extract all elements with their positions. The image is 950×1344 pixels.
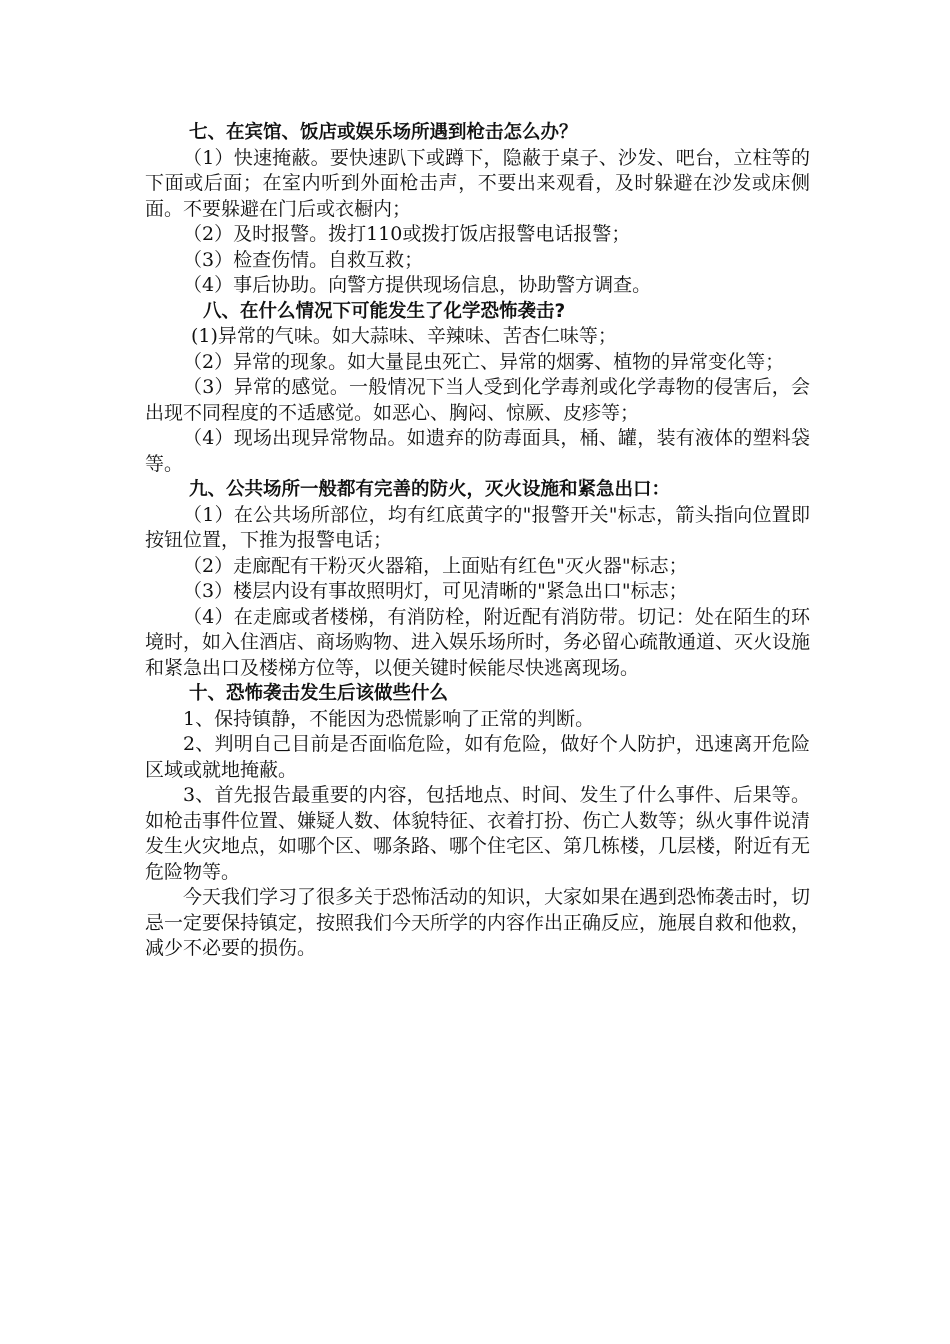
paragraph: (1)异常的气味。如大蒜味、辛辣味、苦杏仁味等；: [191, 325, 617, 347]
document-body: [145, 120, 810, 962]
closing-paragraph: 今天我们学习了很多关于恐怖活动的知识，大家如果在遇到恐怖袭击时，切忌一定要保持镇定，按照我们今天所学的内容作出正确反应，施展自救和他救，减少不必要的损伤。: [145, 886, 811, 959]
section-heading-9: 九、公共场所一般都有完善的防火，灭火设施和紧急出口：: [189, 479, 671, 500]
paragraph: （3）检查伤情。自救互救；: [183, 248, 424, 271]
section-heading-10: 十、恐怖袭击发生后该做些什么: [189, 683, 449, 704]
paragraph: （3）异常的感觉。一般情况下当人受到化学毒剂或化学毒物的侵害后，会出现不同程度的不适感觉。如恶心、胸闷、惊厥、皮疹等；: [145, 376, 810, 424]
paragraph: （3）楼层内设有事故照明灯，可见清晰的"紧急出口"标志；: [183, 580, 688, 602]
section-heading-7: 七、在宾馆、饭店或娱乐场所遇到枪击怎么办？: [189, 122, 578, 143]
paragraph: 2、判明自己目前是否面临危险，如有危险，做好个人防护，迅速离开危险区域或就地掩蔽。: [145, 733, 810, 781]
paragraph: 1、保持镇静，不能因为恐慌影响了正常的判断。: [183, 707, 595, 730]
paragraph: （4）现场出现异常物品。如遗弃的防毒面具，桶、罐，装有液体的塑料袋等。: [145, 427, 810, 475]
paragraph: （2）及时报警。拨打110或拨打饭店报警电话报警；: [183, 223, 631, 245]
paragraph: （2）异常的现象。如大量昆虫死亡、异常的烟雾、植物的异常变化等；: [183, 350, 785, 373]
paragraph: （1）在公共场所部位，均有红底黄字的"报警开关"标志，箭头指向位置即按钮位置，下推为报警电话；: [145, 503, 810, 551]
paragraph: （4）在走廊或者楼梯，有消防栓，附近配有消防带。切记：处在陌生的环境时，如入住酒店、商场购物、进入娱乐场所时，务必留心疏散通道、灭火设施和紧急出口及楼梯方位等，以便关键时候能尽快逃离现场。: [145, 605, 811, 679]
paragraph: 3、首先报告最重要的内容，包括地点、时间、发生了什么事件、后果等。如枪击事件位置、嫌疑人数、体貌特征、衣着打扮、伤亡人数等；纵火事件说清发生火灾地点，如哪个区、哪条路、哪个住宅区、第几栋楼，几层楼，附近有无危险物等。: [145, 784, 811, 883]
section-heading-8: 八、在什么情况下可能发生了化学恐怖袭击?: [203, 300, 566, 322]
paragraph: （4）事后协助。向警方提供现场信息，协助警方调查。: [183, 274, 652, 296]
paragraph: （2）走廊配有干粉灭火器箱，上面贴有红色"灭火器"标志；: [183, 554, 688, 577]
paragraph: （1）快速掩蔽。要快速趴下或蹲下，隐蔽于桌子、沙发、吧台，立柱等的下面或后面；在室内听到外面枪击声，不要出来观看，及时躲避在沙发或床侧面。不要躲避在门后或衣橱内；: [145, 146, 810, 220]
